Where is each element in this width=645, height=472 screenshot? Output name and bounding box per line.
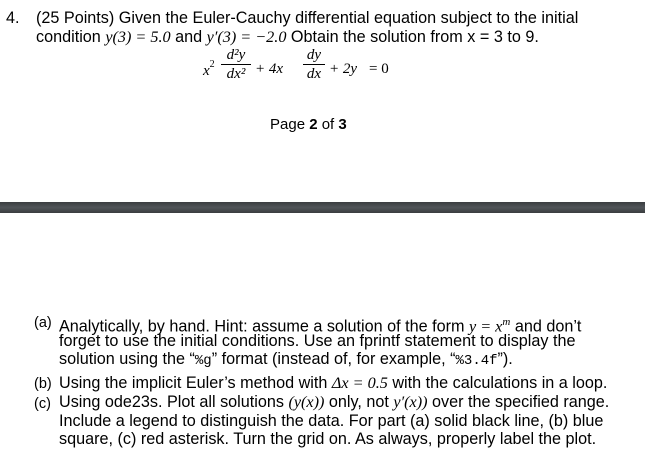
eq-plus-4x: + 4x — [255, 61, 284, 77]
part-c-text-a: Using ode23s. Plot all solutions — [59, 393, 289, 411]
initial-condition-y: y(3) = 5.0 — [105, 28, 171, 46]
part-a-l3-text-c: ”). — [497, 350, 513, 368]
problem-line-2-text-a: condition — [36, 28, 101, 46]
part-a-l3-text-b: ” format (instead of, for example, “ — [211, 350, 456, 368]
page-separator — [0, 202, 645, 213]
problem-line-1: (25 Points) Given the Euler-Cauchy differential equation subject to the initial — [36, 9, 579, 27]
part-b-label: (b) — [34, 376, 52, 392]
part-a-format-g: %g — [194, 353, 212, 369]
part-c-yx: (y(x)) — [288, 393, 325, 411]
page-current: 2 — [309, 116, 318, 133]
part-a-exponent: m — [502, 316, 511, 328]
page-total: 3 — [338, 116, 347, 133]
eq-fraction-bar-1 — [221, 64, 251, 65]
part-a-line-3 — [59, 350, 513, 371]
part-a-label: (a) — [34, 315, 52, 331]
problem-line-2 — [36, 28, 539, 47]
part-c-text-c: over the specified range. — [427, 393, 610, 411]
eq-x: x — [203, 63, 210, 79]
part-a-format-f: %3.4f — [455, 353, 498, 369]
part-a-l3-text-a: solution using the “ — [59, 350, 195, 368]
part-c-line-2: Include a legend to distinguish the data. For part (a) solid black line, (b) blue — [59, 412, 604, 430]
eq-dx2: dx² — [226, 66, 246, 82]
part-c-label: (c) — [34, 396, 51, 412]
eq-fraction-bar-2 — [303, 64, 325, 65]
part-a-text: Analytically, by hand. Hint: assume a solution of the form — [59, 317, 469, 336]
part-a-form: y = x — [468, 317, 503, 336]
part-a-text-end: and don’t — [510, 317, 582, 336]
part-c-yprime: y′(x)) — [393, 393, 428, 411]
page-of: of — [317, 116, 339, 133]
page-number-label — [270, 116, 347, 133]
part-b-line-1 — [59, 374, 607, 393]
part-b-text: Using the implicit Euler’s method with — [59, 374, 332, 392]
problem-number: 4. — [6, 9, 20, 27]
problem-line-2-text-b: Obtain the solution from x = 3 to 9. — [290, 28, 539, 46]
eq-exponent: 2 — [209, 59, 215, 70]
differential-equation — [203, 47, 403, 93]
eq-dx: dx — [306, 66, 322, 82]
part-b-step: Δx = 0.5 — [331, 374, 388, 392]
page-prefix: Page — [270, 116, 310, 133]
eq-d2y: d²y — [226, 47, 246, 63]
eq-dy: dy — [306, 47, 322, 63]
part-c-text-b: only, not — [324, 393, 394, 411]
part-c-line-1 — [59, 393, 609, 412]
eq-equals-zero: = 0 — [369, 61, 389, 77]
problem-line-2-and: and — [175, 28, 203, 46]
part-a-line-2: forget to use the initial conditions. Use an fprintf statement to display the — [59, 332, 576, 350]
part-c-line-3: square, (c) red asterisk. Turn the grid on. As always, properly label the plot. — [59, 430, 597, 448]
part-b-text-end: with the calculations in a loop. — [387, 374, 608, 392]
eq-first-derivative — [303, 47, 325, 82]
eq-second-derivative — [221, 47, 251, 82]
eq-plus-2y: + 2y — [329, 61, 358, 77]
initial-condition-yprime: y′(3) = −2.0 — [206, 28, 287, 46]
